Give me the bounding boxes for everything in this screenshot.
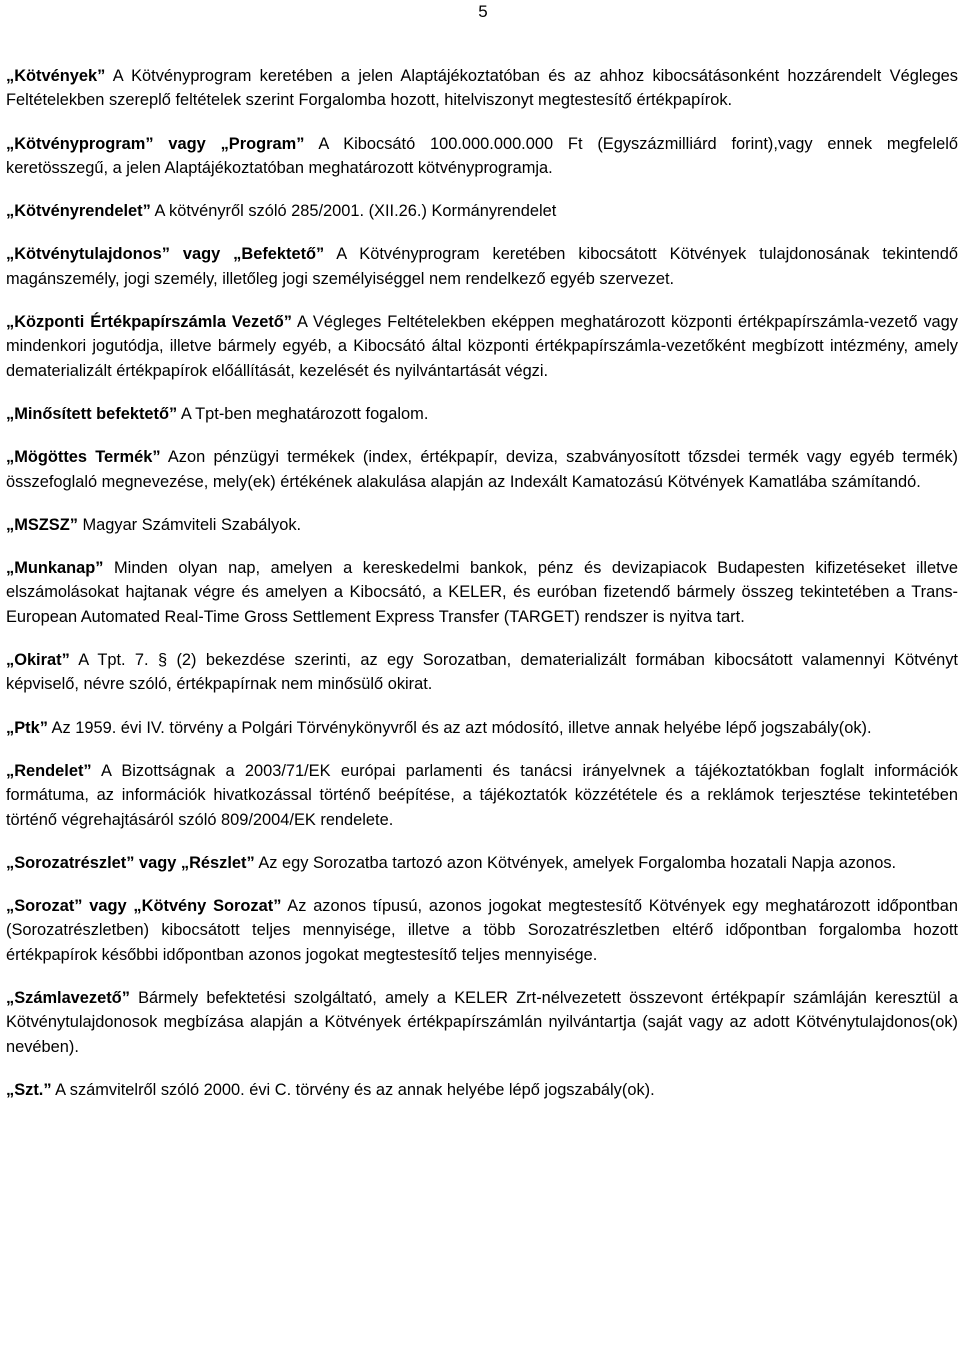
definitions-list (6, 64, 958, 1121)
definition-text: A Kötvényprogram keretében a jelen Alaptájékoztatóban és az ahhoz kibocsátásonként hozzárendelt Végleges Feltételekben szereplő feltételek szerint Forgalomba hozott, hitelviszonyt megtestesítő értékpapírok. (6, 67, 958, 110)
definition-term: „Szt.” (6, 1080, 52, 1099)
definition-text: Az egy Sorozatba tartozó azon Kötvények, amelyek Forgalomba hozatali Napja azonos. (254, 853, 897, 872)
definition-text: A számvitelről szóló 2000. évi C. törvény és az annak helyébe lépő jogszabály(ok). (51, 1080, 655, 1099)
definition-text: A kötvényről szóló 285/2001. (XII.26.) Kormányrendelet (150, 202, 557, 221)
definition-term: „Sorozat” vagy „Kötvény Sorozat” (6, 897, 282, 916)
definition-term: „Rendelet” (6, 761, 92, 780)
definition-text: A Tpt. 7. § (2) bekezdése szerinti, az egy Sorozatban, dematerializált formában kibocsátott valamennyi Kötvényt képviselő, névre szóló, értékpapírnak nem minősülő okirat. (6, 651, 958, 694)
definition-entry (6, 513, 958, 537)
definition-entry (6, 402, 958, 426)
definition-text: Az 1959. évi IV. törvény a Polgári Törvénykönyvről és az azt módosító, illetve annak helyébe lépő jogszabály(ok). (47, 718, 872, 737)
definition-term: „Kötvénytulajdonos” vagy „Befektető” (6, 245, 325, 264)
definition-entry (6, 1078, 958, 1102)
definition-term: „MSZSZ” (6, 515, 78, 534)
definition-entry (6, 132, 958, 181)
definition-text: Az azonos típusú, azonos jogokat megtestesítő Kötvények egy meghatározott időpontban (Sorozatrészletben) kibocsátott teljes mennyisége, illetve a több Sorozatrészletben eltérő időpontban forgalomba hozott értékpapírok későbbi időpontban azonos jogokat megtestesítő teljes mennyisége. (6, 897, 958, 964)
definition-text: Bármely befektetési szolgáltató, amely a KELER Zrt-nélvezetett összevont értékpapír számláján keresztül a Kötvénytulajdonosok megbízása alapján a Kötvények értékpapírszámlán nyilvántartja (saját vagy az adott Kötvénytulajdonos(ok) nevében). (6, 989, 958, 1056)
definition-term: „Mögöttes Termék” (6, 448, 161, 467)
definition-text: Azon pénzügyi termékek (index, értékpapír, deviza, szabványosított tőzsdei termék vagy egyéb termék) összefoglaló megnevezése, mely(ek) értékének alakulása alapján az Indexált Kamatozású Kötvények Kamatlába számítandó. (6, 448, 958, 491)
definition-text: A Tpt-ben meghatározott fogalom. (177, 404, 429, 423)
definition-text: A Kibocsátó 100.000.000.000 Ft (Egyszázmilliárd forint),vagy ennek megfelelő keretösszegű, a jelen Alaptájékoztatóban meghatározott kötvényprogramja. (6, 134, 958, 177)
definition-term: „Kötvényprogram” vagy „Program” (6, 134, 305, 153)
definition-entry (6, 64, 958, 113)
definition-entry (6, 445, 958, 494)
definition-term: „Munkanap” (6, 559, 104, 578)
definition-entry (6, 894, 958, 967)
definition-term: „Okirat” (6, 651, 70, 670)
definition-text: A Bizottságnak a 2003/71/EK európai parlamenti és tanácsi irányelvnek a tájékoztatókban foglalt információk formátuma, az információk hivatkozással történő beépítése, a tájékoztatók közzététele és a reklámok terjesztése tekintetében történő végrehajtásáról szóló 809/2004/EK rendelete. (6, 761, 958, 829)
definition-term: „Sorozatrészlet” vagy „Részlet” (6, 853, 255, 872)
definition-entry (6, 648, 958, 697)
page-number: 5 (478, 2, 488, 21)
definition-entry (6, 851, 958, 875)
definition-term: „Ptk” (6, 718, 48, 737)
definition-text: Minden olyan nap, amelyen a kereskedelmi bankok, pénz és devizapiacok Budapesten kifizetéseket illetve elszámolásokat hajtanak végre és amelyen a Kibocsátó, a KELER, és euróban fizetendő bármely összeg tekintetében a Trans-European Automated Real-Time Gross Settlement Express Transfer (TARGET) rendszer is nyitva tart. (6, 559, 958, 626)
definition-entry (6, 556, 958, 629)
definition-text: A Kötvényprogram keretében kibocsátott Kötvények tulajdonosának tekintendő magánszemély, jogi személy, illetőleg jogi személyiséggel nem rendelkező egyéb szervezet. (6, 245, 959, 288)
definition-entry (6, 986, 958, 1059)
definition-term: „Minősített befektető” (6, 404, 178, 423)
definition-entry (6, 759, 958, 832)
definition-text: A Végleges Feltételekben eképpen meghatározott központi értékpapírszámla-vezető vagy mindenkori jogutódja, illetve bármely egyéb, a Kibocsátó által központi értékpapírszámla-vezetőként megbízott intézmény, amely dematerializált értékpapírok előállítását, kezelését és nyilvántartását végzi. (6, 313, 958, 380)
definition-entry (6, 199, 958, 223)
definition-entry (6, 310, 958, 383)
definition-text: Magyar Számviteli Szabályok. (77, 515, 302, 534)
definition-term: „Számlavezető” (6, 989, 130, 1008)
definition-term: „Központi Értékpapírszámla Vezető” (6, 313, 292, 332)
definition-entry (6, 716, 958, 740)
definition-term: „Kötvények” (6, 67, 106, 85)
definition-entry (6, 242, 958, 291)
definition-term: „Kötvényrendelet” (6, 202, 151, 221)
